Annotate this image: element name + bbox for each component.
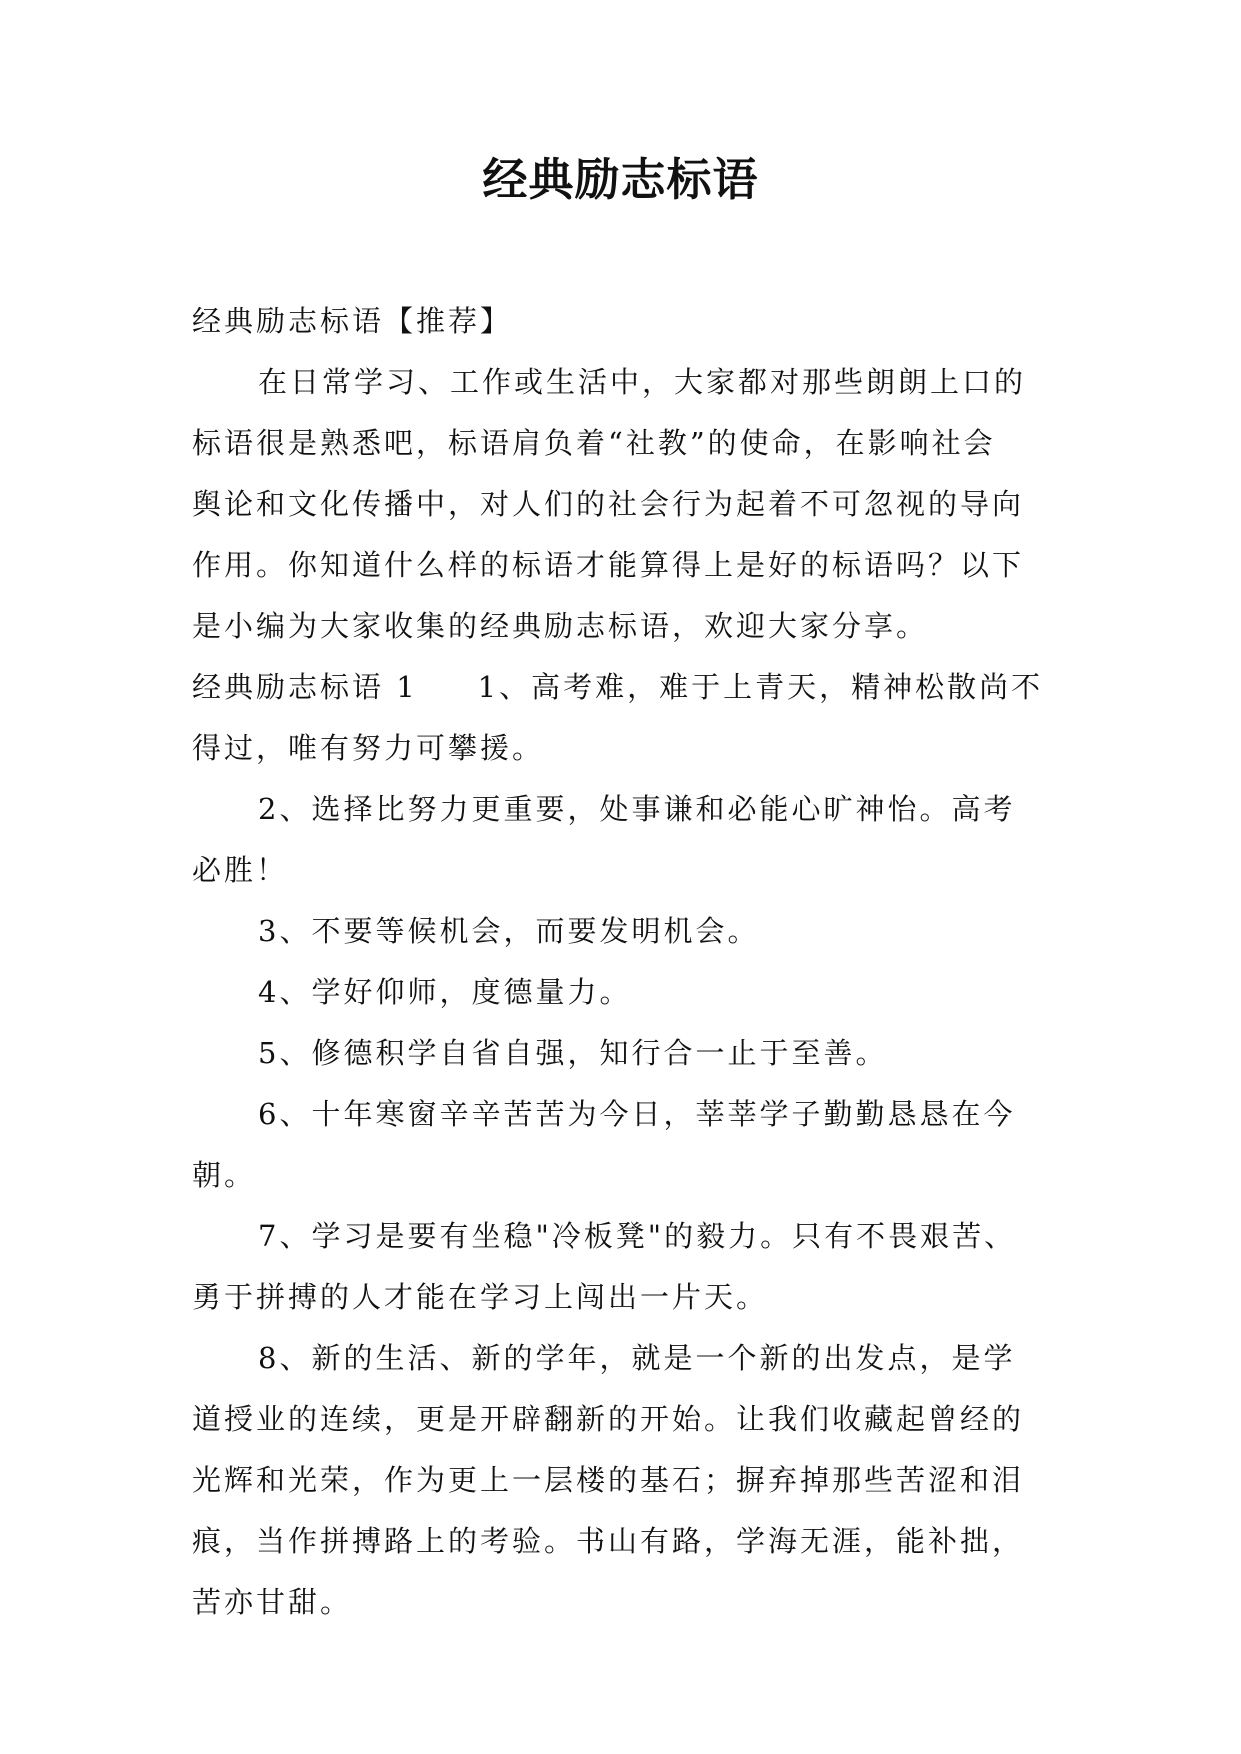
- item-6-line-1: 6、十年寒窗辛辛苦苦为今日，莘莘学子勤勤恳恳在今: [258, 1097, 1016, 1131]
- item-8-line-4: 痕，当作拼搏路上的考验。书山有路，学海无涯，能补拙，: [192, 1524, 1025, 1558]
- intro-line-5: 是小编为大家收集的经典励志标语，欢迎大家分享。: [192, 609, 929, 643]
- item-5-line-1: 5、修德积学自省自强，知行合一止于至善。: [258, 1036, 888, 1070]
- item-1-line-2: 得过，唯有努力可攀援。: [192, 731, 545, 765]
- intro-line-4: 作用。你知道什么样的标语才能算得上是好的标语吗？以下: [192, 548, 1025, 582]
- item-8-line-3: 光辉和光荣，作为更上一层楼的基石；摒弃掉那些苦涩和泪: [192, 1463, 1025, 1497]
- intro-line-3: 舆论和文化传播中，对人们的社会行为起着不可忽视的导向: [192, 487, 1025, 521]
- subtitle-line: 经典励志标语【推荐】: [192, 304, 513, 338]
- document-body: [192, 291, 1062, 1633]
- item-7-line-1: 7、学习是要有坐稳"冷板凳"的毅力。只有不畏艰苦、: [258, 1219, 1017, 1253]
- item-8-line-2: 道授业的连续，更是开辟翻新的开始。让我们收藏起曾经的: [192, 1402, 1025, 1436]
- document-title: 经典励志标语: [482, 153, 759, 206]
- item-6-line-2: 朝。: [192, 1158, 257, 1192]
- item-1-line-1: 1、高考难，难于上青天，精神松散尚不: [477, 670, 1044, 704]
- item-7-line-2: 勇于拼搏的人才能在学习上闯出一片天。: [192, 1280, 769, 1314]
- item-8-line-1: 8、新的生活、新的学年，就是一个新的出发点，是学: [258, 1341, 1016, 1375]
- intro-line-2: 标语很是熟悉吧，标语肩负着“社教”的使命，在影响社会: [192, 426, 996, 460]
- intro-line-1: 在日常学习、工作或生活中，大家都对那些朗朗上口的: [258, 365, 1027, 399]
- item-2-line-1: 2、选择比努力更重要，处事谦和必能心旷神怡。高考: [258, 792, 1016, 826]
- item-8-line-5: 苦亦甘甜。: [192, 1585, 353, 1619]
- section-heading: 经典励志标语 1: [192, 670, 418, 704]
- item-3-line-1: 3、不要等候机会，而要发明机会。: [258, 914, 760, 948]
- item-2-line-2: 必胜！: [192, 853, 289, 887]
- section-heading-line: [192, 657, 1062, 718]
- item-4-line-1: 4、学好仰师，度德量力。: [258, 975, 632, 1009]
